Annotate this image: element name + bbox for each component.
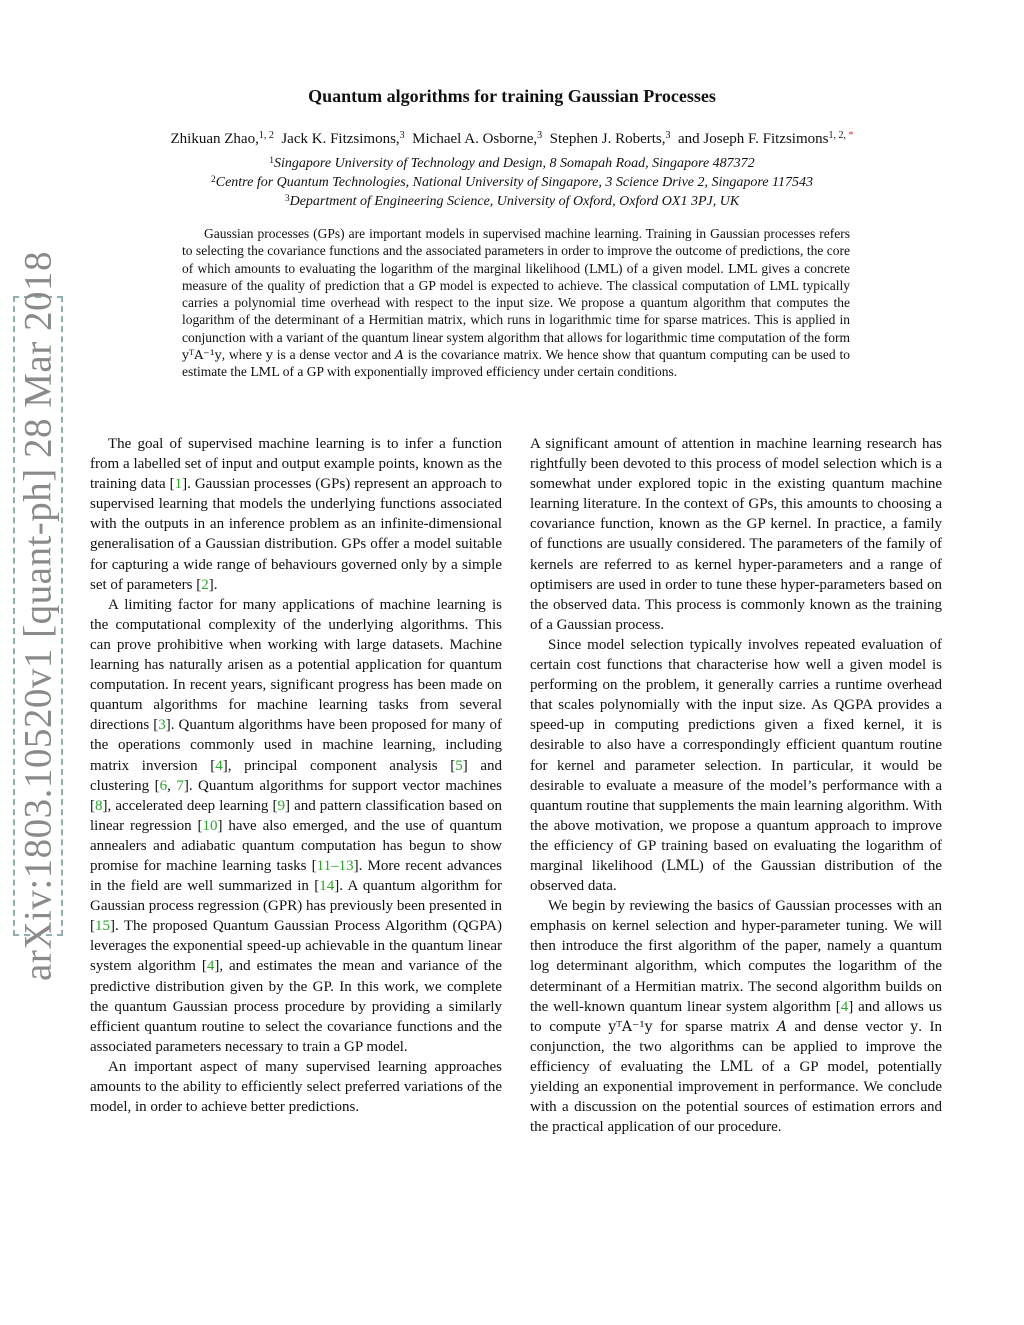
- author-list: [0, 130, 1024, 148]
- author-name: Stephen J. Roberts,: [549, 131, 666, 147]
- body-paragraph: We begin by reviewing the basics of Gaussian processes with an emphasis on kernel selection and hyper-parameter tuning. We will then introduce the first algorithm of the paper, namely a quantum log determinant algorithm, which computes the logarithm of the determinant of a Hermitian matrix. The second algorithm builds on the well-known quantum linear system algorithm [4] and allows us to compute yᵀA⁻¹y for sparse matrix A and dense vector y. In conjunction, the two algorithms can be applied to improve the efficiency of evaluating the LML of a GP model, potentially yielding an exponential improvement in performance. We conclude with a discussion on the potential sources of estimation errors and the practical application of our procedure.: [530, 898, 942, 1136]
- paper-title: Quantum algorithms for training Gaussian Processes: [308, 86, 716, 106]
- body-paragraph: An important aspect of many supervised learning approaches amounts to the ability to efficiently select preferred variations of the model, in order to achieve better predictions.: [90, 1058, 502, 1116]
- affiliation-text: Singapore University of Technology and Design, 8 Somapah Road, Singapore 487372: [274, 156, 755, 171]
- math-lml: LML: [727, 260, 758, 276]
- body-paragraph: Since model selection typically involves repeated evaluation of certain cost functions that characterise how well a given model is performing on the problem, it generally carries a runtime overhead that scales polynomially with the input size. As QGPA provides a speed-up in computing predictions given a fixed kernel, it is desirable to also have a correspondingly efficient quantum routine for kernel and parameter selection. In particular, it would be desirable to evaluate a measure of the model’s performance with a quantum routine that supplements the main learning algorithm. With the above motivation, we propose a quantum approach to improve the efficiency of GP training based on evaluating the logarithm of marginal likelihood (LML) of the Gaussian distribution of the observed data.: [530, 636, 942, 895]
- author-affiliation-mark: 3: [399, 130, 405, 141]
- citation-link[interactable]: 1: [174, 476, 183, 493]
- affiliation-line: [0, 194, 1024, 210]
- affiliation-mark: 1: [269, 156, 275, 166]
- body-column-right: [530, 434, 942, 1137]
- citation-link[interactable]: 6: [159, 777, 168, 794]
- citation-link[interactable]: 15: [95, 918, 110, 935]
- citation-link[interactable]: 14: [319, 878, 335, 895]
- abstract: Gaussian processes (GPs) are important models in supervised machine learning. Training in Gaussian processes refers to selecting the covariance functions and the associated parameters in order to improve the outcome of predictions, the core of which amounts to evaluating the logarithm of the marginal likelihood (LML) of a given model. LML gives a concrete measure of the quality of prediction that a GP model is expected to achieve. The classical computation of LML typically carries a polynomial time overhead with respect to the input size. We propose a quantum algorithm that computes the logarithm of the determinant of a Hermitian matrix, which runs in logarithmic time for sparse matrices. This is applied in conjunction with a variant of the quantum linear system algorithm that allows for logarithmic time computation of the form yᵀA⁻¹y, where y is a dense vector and A is the covariance matrix. We hence show that quantum computing can be used to estimate the LML of a GP with exponentially improved efficiency under certain conditions.: [182, 226, 850, 380]
- body-column-left: [90, 434, 502, 1117]
- affiliation-text: Centre for Quantum Technologies, National University of Singapore, 3 Science Drive 2, Singapore 117543: [215, 175, 813, 190]
- author-affiliation-mark: 1, 2: [258, 130, 274, 141]
- affiliation-mark: 2: [210, 175, 216, 185]
- citation-link[interactable]: 10: [202, 817, 218, 834]
- citation-link[interactable]: 11–13: [316, 857, 354, 874]
- affiliation-text: Department of Engineering Science, University of Oxford, Oxford OX1 3PJ, UK: [289, 194, 740, 209]
- body-paragraph: A limiting factor for many applications of machine learning is the computational complexity of the underlying algorithms. This can prove prohibitive when working with large datasets. Machine learning has naturally arisen as a potential application for quantum computation. In recent years, significant progress has been made on quantum algorithms for machine learning tasks from several directions [3]. Quantum algorithms have been proposed for many of the operations commonly used in machine learning, including matrix inversion [4], principal component analysis [5] and clustering [6, 7]. Quantum algorithms for support vector machines [8], accelerated deep learning [9] and pattern classification based on linear regression [10] have also emerged, and the use of quantum annealers and adiabatic quantum computation has begun to show promise for machine learning tasks [11–13]. More recent advances in the field are well summarized in [14]. A quantum algorithm for Gaussian process regression (GPR) has previously been presented in [15]. The proposed Quantum Gaussian Process Algorithm (QGPA) leverages the exponential speed-up achievable in the quantum linear system algorithm [4], and estimates the mean and variance of the predictive distribution given by the GP. In this work, we complete the quantum Gaussian process procedure by providing a similarly efficient quantum routine to select the covariance functions and the associated parameters necessary to train a GP model.: [90, 596, 503, 1055]
- math-lml: LML: [666, 857, 699, 874]
- math-formula: yᵀA⁻¹y: [182, 347, 222, 363]
- math-formula: yᵀA⁻¹y: [608, 1018, 653, 1035]
- body-paragraph: A significant amount of attention in machine learning research has rightfully been devoted to this process of model selection which is a somewhat under explored topic in the existing quantum machine learning literature. In the context of GPs, this amounts to choosing a covariance function, known as the GP kernel. In practice, a family of functions are usually considered. The parameters of the family of kernels are referred to as kernel hyper-parameters and a range of optimisers are used in order to tune these hyper-parameters based on the observed data. This process is commonly known as the training of a Gaussian process.: [530, 436, 942, 633]
- math-lml: LML: [588, 260, 618, 276]
- affiliation-mark: 3: [284, 194, 290, 204]
- author-name: and Joseph F. Fitzsimons: [677, 131, 829, 147]
- math-matrix-a: A: [394, 347, 404, 363]
- citation-link[interactable]: 4: [840, 998, 849, 1015]
- citation-link[interactable]: 4: [215, 757, 223, 774]
- math-vector-y: y: [265, 347, 273, 363]
- affiliation-line: [0, 175, 1024, 191]
- citation-link[interactable]: 5: [455, 757, 463, 774]
- author-name: Michael A. Osborne,: [412, 131, 538, 147]
- math-lml: LML: [720, 1058, 753, 1075]
- author-name: Zhikuan Zhao,: [170, 131, 259, 147]
- author-name: Jack K. Fitzsimons,: [281, 131, 400, 147]
- citation-link[interactable]: 3: [158, 717, 166, 734]
- citation-link[interactable]: 7: [176, 777, 184, 794]
- math-lml: LML: [250, 364, 280, 380]
- citation-link[interactable]: 2: [201, 576, 209, 593]
- affiliation-line: [0, 156, 1024, 172]
- author-affiliation-mark: 1, 2, *: [828, 130, 854, 141]
- arxiv-identifier: arXiv:1803.10520v1 [quant-ph] 28 Mar 2018: [16, 251, 60, 981]
- citation-link[interactable]: 8: [95, 797, 103, 814]
- corresponding-author-link[interactable]: *: [848, 130, 854, 141]
- citation-link[interactable]: 4: [206, 958, 215, 975]
- math-vector-y: y: [910, 1018, 919, 1035]
- citation-link[interactable]: 9: [277, 797, 285, 814]
- author-affiliation-mark: 3: [665, 130, 671, 141]
- body-paragraph: The goal of supervised machine learning is to infer a function from a labelled set of input and output example points, known as the training data [1]. Gaussian processes (GPs) represent an approach to supervised learning that models the underlying functions associated with the outputs in an inference problem as an infinite-dimensional generalisation of a Gaussian distribution. GPs offer a model suitable for capturing a wide range of behaviours governed only by a simple set of parameters [2].: [90, 436, 502, 593]
- math-matrix-a: A: [776, 1018, 787, 1035]
- math-lml: LML: [769, 277, 799, 293]
- author-affiliation-mark: 3: [537, 130, 543, 141]
